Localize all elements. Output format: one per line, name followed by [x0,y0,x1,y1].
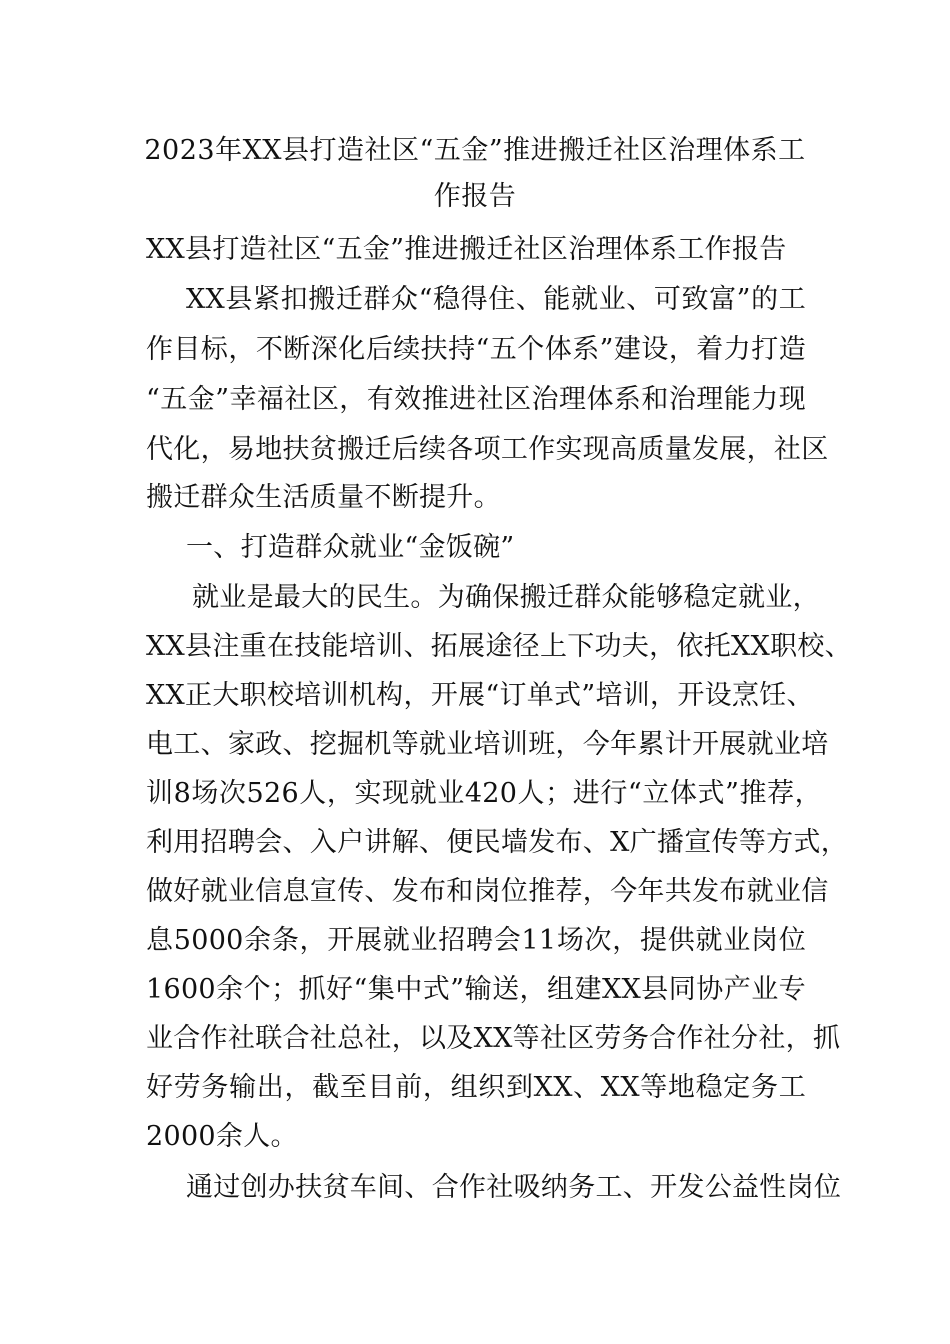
intro-line: “五金”幸福社区，有效推进社区治理体系和治理能力现 [146,384,806,415]
body-line: 训8场次526人，实现就业420人；进行“立体式”推荐， [146,778,822,809]
intro-line: XX县紧扣搬迁群众“稳得住、能就业、可致富”的工 [186,284,806,315]
document-subtitle: XX县打造社区“五金”推进搬迁社区治理体系工作报告 [146,234,787,265]
body-line: 做好就业信息宣传、发布和岗位推荐，今年共发布就业信 [146,876,829,907]
body-line: 电工、家政、挖掘机等就业培训班，今年累计开展就业培 [146,729,829,760]
intro-line: 搬迁群众生活质量不断提升。 [146,482,501,513]
body-line: 利用招聘会、入户讲解、便民墙发布、X广播宣传等方式， [146,827,849,858]
body-line: 业合作社联合社总社，以及XX等社区劳务合作社分社，抓 [146,1023,841,1054]
body-line: 通过创办扶贫车间、合作社吸纳务工、开发公益性岗位 [186,1172,842,1203]
body-line: 1600余个；抓好“集中式”输送，组建XX县同协产业专 [146,974,806,1005]
body-line: XX正大职校培训机构，开展“订单式”培训，开设烹饪、 [146,680,814,711]
title-line-2: 作报告 [433,181,517,212]
body-line: XX县注重在技能培训、拓展途径上下功夫，依托XX职校、 [146,631,852,662]
body-line: 2000余人。 [146,1121,298,1152]
body-line: 就业是最大的民生。为确保搬迁群众能够稳定就业， [192,582,820,613]
body-line: 好劳务输出，截至目前，组织到XX、XX等地稳定务工 [146,1072,806,1103]
intro-line: 代化，易地扶贫搬迁后续各项工作实现高质量发展，社区 [146,434,829,465]
intro-line: 作目标，不断深化后续扶持“五个体系”建设，着力打造 [146,334,806,365]
document-title [100,128,850,220]
body-line: 息5000余条，开展就业招聘会11场次，提供就业岗位 [146,925,806,956]
title-line-1: 2023年XX县打造社区“五金”推进搬迁社区治理体系工 [144,135,806,166]
section-heading: 一、打造群众就业“金饭碗” [186,532,515,563]
